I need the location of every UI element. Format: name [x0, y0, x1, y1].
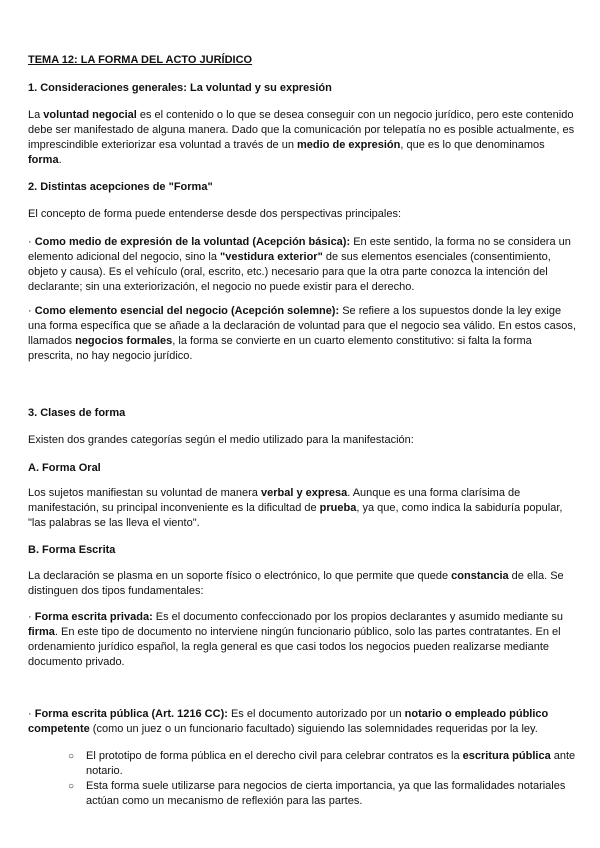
section-2-intro: El concepto de forma puede entenderse desde dos perspectivas principales: [28, 208, 402, 220]
section-2-point-solemn: · Como elemento esencial del negocio (Acepción solemne): Se refiere a los supuestos donde la ley exige una forma específica que se añade a la declaración de voluntad para que el negocio sea válido. En estos casos, llamados negocios formales, la forma se convierte en un cuarto elemento constitutivo: si falta la forma prescrita, no hay negocio jurídico. [28, 305, 576, 362]
circle-bullet-icon: ○ [68, 751, 75, 762]
section-1-heading: 1. Consideraciones generales: La voluntad y su expresión [28, 82, 332, 94]
document-title: TEMA 12: LA FORMA DEL ACTO JURÍDICO [28, 54, 253, 66]
section-2-point-basic: · Como medio de expresión de la voluntad (Acepción básica): En este sentido, la forma no se considera un elemento adicional del negocio, sino la "vestidura exterior" de sus elementos esenciales (consentimiento, objeto y causa). Es el vehículo (oral, escrito, etc.) necesario para que la otra parte conozca la intención del declarante; sin una exteriorización, el negocio no puede existir para el derecho. [28, 236, 571, 293]
private-written-form: · Forma escrita privada: Es el documento confeccionado por los propios declarantes y asumido mediante su firma. En este tipo de documento no interviene ningún funcionario público, solo las partes contratantes. En el ordenamiento jurídico español, la regla general es que casi todos los negocios pueden realizarse mediante documento privado. [28, 611, 564, 668]
list-item: ○ Esta forma suele utilizarse para negocios de cierta importancia, ya que las formalidades notariales actúan como un mecanismo de reflexión para las partes. [68, 780, 566, 807]
public-written-form: · Forma escrita pública (Art. 1216 CC): Es el documento autorizado por un notario o empleado público competente (como un juez o un funcionario facultado) siguiendo las solemnidades requeridas por la ley. [28, 708, 549, 735]
written-form-paragraph: La declaración se plasma en un soporte físico o electrónico, lo que permite que quede constancia de ella. Se distinguen dos tipos fundamentales: [28, 570, 564, 597]
oral-form-paragraph: Los sujetos manifiestan su voluntad de manera verbal y expresa. Aunque es una forma clarísima de manifestación, su principal inconveniente es la dificultad de prueba, ya que, como indica la sabiduría popular, "las palabras se las lleva el viento". [28, 487, 563, 529]
oral-form-heading: A. Forma Oral [28, 462, 101, 474]
section-1-paragraph: La voluntad negocial es el contenido o lo que se desea conseguir con un negocio jurídico, pero este contenido debe ser manifestado de alguna manera. Dado que la comunicación por telepatía no es posible actualmente, es imprescindible exteriorizar esa voluntad a través de un medio de expresión, que es lo que denominamos forma. [28, 109, 575, 166]
section-3-intro: Existen dos grandes categorías según el medio utilizado para la manifestación: [28, 434, 414, 446]
circle-bullet-icon: ○ [68, 781, 75, 792]
written-form-heading: B. Forma Escrita [28, 544, 116, 556]
section-2-heading: 2. Distintas acepciones de "Forma" [28, 181, 213, 193]
section-3-heading: 3. Clases de forma [28, 407, 126, 419]
list-item: ○ El prototipo de forma pública en el derecho civil para celebrar contratos es la escritura pública ante notario. [68, 750, 576, 777]
public-form-sublist [68, 749, 576, 809]
